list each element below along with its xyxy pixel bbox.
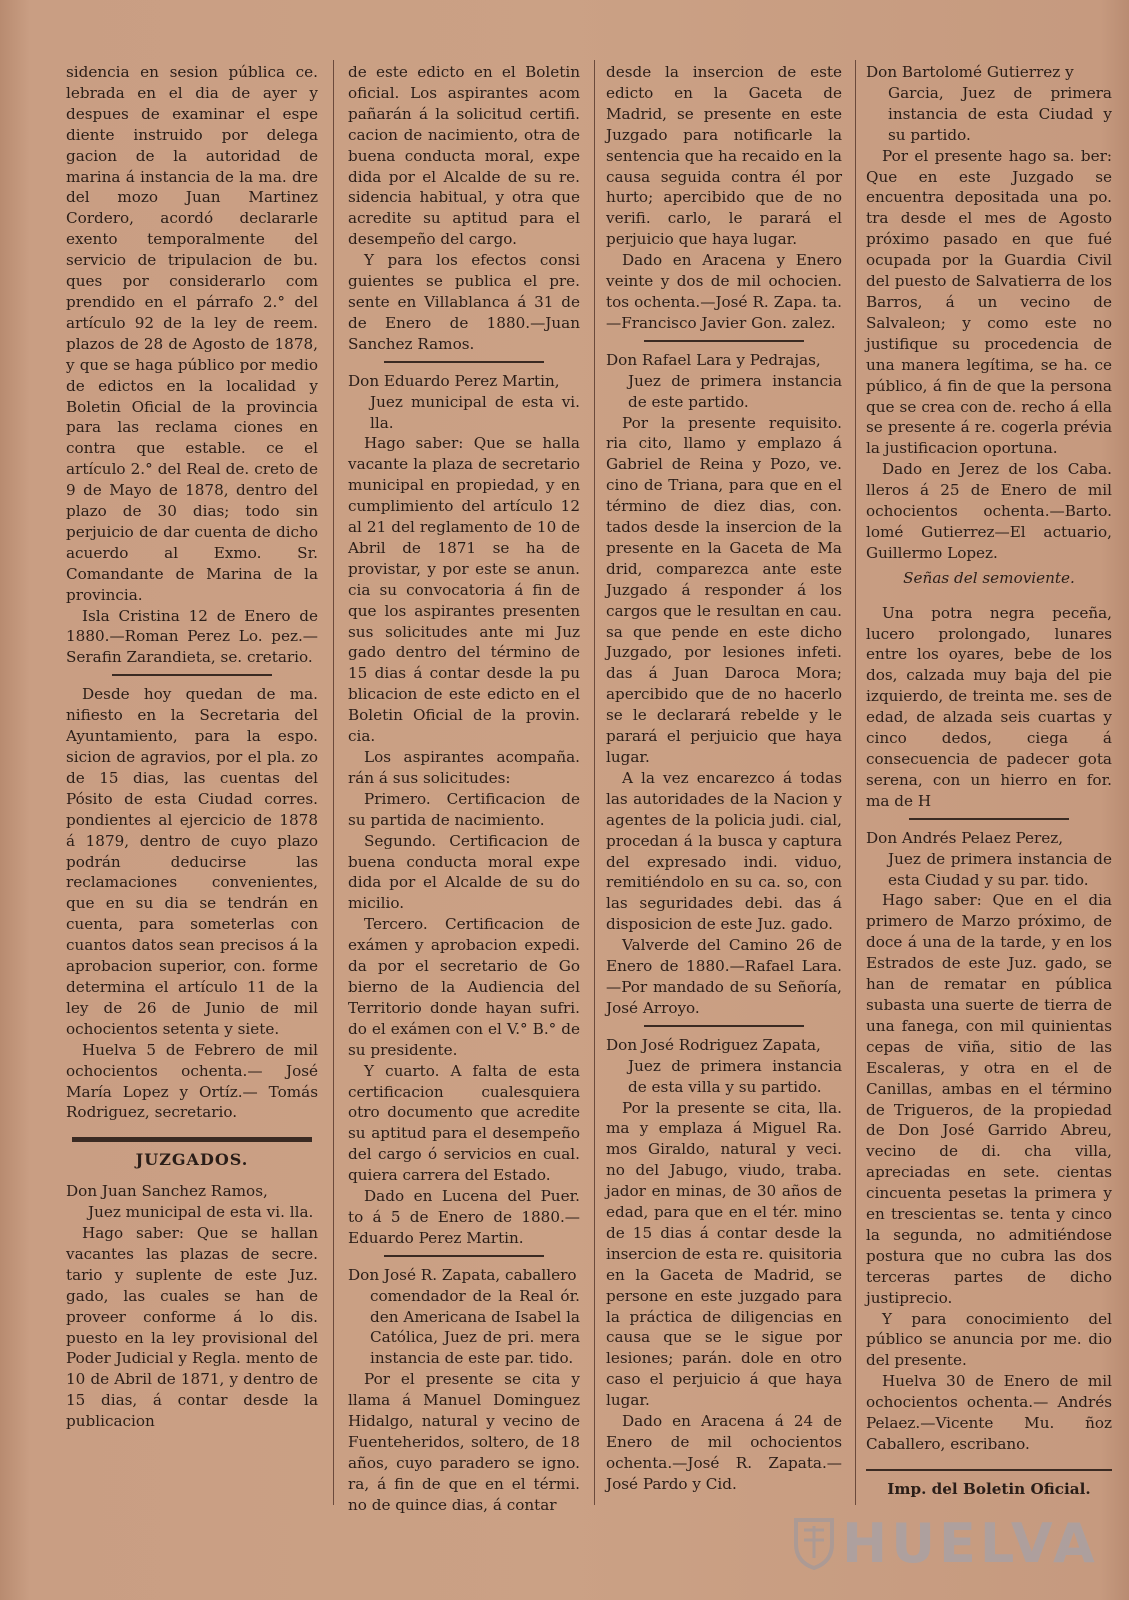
paragraph: Por la presente requisito. ria cito, llamo y emplazo á Gabriel de Reina y Pozo, ve. cino de Triana, para que en el término de diez dias, con. tados desde la insercion de la presente en la Gaceta de Ma drid, comparezca ante este Juzgado á responder á los cargos que le resultan en cau. sa que pende en este dicho Juzgado, por lesiones infeti. das á Juan Daroca Mora; apercibido que de no hacerlo se le declarará rebelde y le parará el perjuicio que haya lugar. (606, 413, 842, 766)
separator-rule (72, 1137, 312, 1142)
column-4 (866, 62, 1112, 1500)
paragraph: Don José R. Zapata, caballero (348, 1265, 577, 1284)
paragraph: Juez de primera instancia de esta villa y su partido. (628, 1056, 842, 1096)
paragraph: sidencia en sesion pública ce. lebrada en el dia de ayer y despues de examinar el espe diente instruido por delega gacion de la autoridad de marina á instancia de la ma. dre del mozo Juan Martinez Cordero, acordó declararle exento temporalmente del servicio de tripulacion de bu. ques por considerarlo com prendido en el párrafo 2.° del artículo 92 de la ley de reem. plazos de 28 de Agosto de 1878, y que se haga público por medio de edictos en la localidad y Boletin Oficial de la provincia para las reclama ciones en contra que estable. ce el artículo 2.° del Real de. creto de 9 de Mayo de 1878, dentro del plazo de 30 dias; todo sin perjuicio de dar cuenta de dicho acuerdo al Exmo. Sr. Comandante de Marina de la provincia. (66, 63, 318, 604)
paragraph: Don Andrés Pelaez Perez, (866, 828, 1064, 847)
paragraph: Juez municipal de esta vi. lla. (88, 1203, 314, 1222)
paragraph: Hago saber: Que en el dia primero de Marzo próximo, de doce á una de la tarde, y en los Estrados de este Juz. gado, se han de rematar en pública subasta una suerte de tierra de una fanega, con mil quinientas cepas de viña, sitio de las Escaleras, y otra en el de Canillas, ambas en el término de Trigueros, de la propiedad de Don José Garrido Abreu, vecino de di. cha villa, apreciadas en sete. cientas cincuenta pesetas la primera y en trescientas se. tenta y cinco la segunda, no admitiéndose postura que no cubra las dos terceras partes de dicho justiprecio. (866, 891, 1112, 1307)
paragraph: Primero. Certificacion de su partida de nacimiento. (348, 789, 580, 829)
paragraph: Dado en Aracena y Enero veinte y dos de mil ochocien. tos ochenta.—José R. Zapa. ta.—Francisco Javier Gon. zalez. (606, 251, 842, 332)
paragraph: Desde hoy quedan de ma. nifiesto en la Secretaria del Ayuntamiento, para la espo. sicion de agravios, por el pla. zo de 15 dias, las cuentas del Pósito de esta Ciudad corres. pondientes al ejercicio de 1878 á 1879, dentro de cuyo plazo podrán deducirse las reclamaciones convenientes, que en su dia se tendrán en cuenta, para someterlas con cuantos datos sean precisos á la aprobacion superior, con. forme determina el artículo 11 de la ley de 26 de Junio de mil ochocientos setenta y siete. (66, 685, 318, 1038)
paragraph: Valverde del Camino 26 de Enero de 1880.—Rafael Lara.—Por mandado de su Señoría, José Arroyo. (606, 936, 842, 1017)
paragraph: Juez de primera instancia de este partido. (628, 371, 842, 411)
column-2 (348, 62, 580, 1516)
separator-rule (384, 1255, 544, 1257)
paragraph: Garcia, Juez de primera instancia de esta Ciudad y su partido. (888, 83, 1112, 144)
paragraph: Dado en Aracena á 24 de Enero de mil ochocientos ochenta.—José R. Zapata.— José Pardo y Cid. (606, 1412, 842, 1493)
paragraph: Por el presente hago sa. ber: Que en este Juzgado se encuentra depositada una po. tra desde el mes de Agosto próximo pasado en que fué ocupada por la Guardia Civil del puesto de Salvatierra de los Barros, á un vecino de Salvaleon; y como este no justifique su procedencia de una manera legítima, se ha. ce público, á fin de que la persona que se crea con de. recho á ella se presente á re. cogerla prévia la justificacion oportuna. (866, 146, 1112, 458)
column-rule (594, 60, 595, 1505)
paragraph: Segundo. Certificacion de buena conducta moral expe dida por el Alcalde de su do micilio. (348, 831, 580, 913)
paragraph: Don Rafael Lara y Pedrajas, (606, 350, 821, 369)
paragraph: Dado en Lucena del Puer. to á 5 de Enero de 1880.— Eduardo Perez Martin. (348, 1187, 580, 1247)
column-rule (855, 60, 856, 1505)
paragraph: A la vez encarezco á todas las autoridades de la Nacion y agentes de la policia judi. cial, procedan á la busca y captura del expresado indi. viduo, remitiéndolo en su ca. so, con las seguridades debi. das á disposicion de este Juz. gado. (606, 768, 842, 934)
paragraph: Dado en Jerez de los Caba. lleros á 25 de Enero de mil ochocientos ochenta.—Barto. lomé Gutierrez—El actuario, Guillermo Lopez. (866, 460, 1112, 562)
paragraph: Huelva 30 de Enero de mil ochocientos ochenta.— Andrés Pelaez.—Vicente Mu. ñoz Caballero, escribano. (866, 1372, 1112, 1453)
separator-rule (112, 674, 272, 676)
paragraph: Don Eduardo Perez Martin, (348, 371, 560, 390)
coat-of-arms-watermark-icon (792, 1514, 836, 1570)
separator-rule (644, 1025, 804, 1027)
separator-rule (644, 340, 804, 342)
column-rule (333, 60, 334, 1505)
paragraph: Don Bartolomé Gutierrez y (866, 63, 1074, 81)
paragraph: Isla Cristina 12 de Enero de 1880.—Roman Perez Lo. pez.—Serafin Zarandieta, se. cretario. (66, 606, 318, 667)
watermark-text: HUELVA (842, 1512, 1099, 1575)
paragraph: Y cuarto. A falta de esta certificacion cualesquiera otro documento que acredite su aptitud para el desempeño del cargo ó servicios en cual. quiera carrera del Estado. (348, 1061, 580, 1185)
paragraph: Don José Rodriguez Zapata, (606, 1035, 821, 1054)
subheading: Señas del semoviente. (903, 568, 1075, 587)
paragraph: desde la insercion de este edicto en la Gaceta de Madrid, se presente en este Juzgado para notificarle la sentencia que ha recaido en la causa seguida contra él por hurto; apercibido que de no verifi. carlo, le parará el perjuicio que haya lugar. (606, 63, 842, 249)
paragraph: Huelva 5 de Febrero de mil ochocientos ochenta.— José María Lopez y Ortíz.— Tomás Rodriguez, secretario. (66, 1040, 318, 1122)
paragraph: comendador de la Real ór. den Americana de Isabel la Católica, Juez de pri. mera instancia de este par. tido. (370, 1286, 580, 1368)
paragraph: Tercero. Certificacion de exámen y aprobacion expedi. da por el secretario de Go bierno de la Audiencia del Territorio donde hayan sufri. do el exámen con el V.° B.° de su presidente. (348, 915, 580, 1059)
paragraph: Don Juan Sanchez Ramos, (66, 1182, 268, 1201)
paragraph: Una potra negra peceña, lucero prolongado, lunares entre los oyares, bebe de los dos, calzada muy baja del pie izquierdo, de treinta me. ses de edad, de alzada seis cuartas y cinco dedos, ciega á consecuencia de padecer gota serena, con un hierro en for. ma de H (866, 603, 1112, 810)
paragraph: Hago saber: Que se halla vacante la plaza de secretario municipal en propiedad, y en cumplimiento del artículo 12 al 21 del reglamento de 10 de Abril de 1871 se ha de provistar, y por este se anun. cia su convocatoria á fin de que los aspirantes presenten sus solicitudes ante mi Juz gado dentro del término de 15 dias á contar desde la pu blicacion de este edicto en el Boletin Oficial de la provin. cia. (348, 434, 580, 746)
column-1 (66, 62, 318, 1432)
paragraph: Y para los efectos consi guientes se publica el pre. sente en Villablanca á 31 de de Enero de 1880.—Juan Sanchez Ramos. (348, 251, 580, 353)
paragraph: Juez municipal de esta vi. lla. (370, 392, 580, 432)
paragraph: de este edicto en el Boletin oficial. Los aspirantes acom pañarán á la solicitud certifi. cacion de nacimiento, otra de buena conducta moral, expe dida por el Alcalde de su re. sidencia habitual, y otra que acredite su aptitud para el desempeño del cargo. (348, 63, 580, 249)
paragraph: Por el presente se cita y llama á Manuel Dominguez Hidalgo, natural y vecino de Fuenteheridos, soltero, de 18 años, cuyo paradero se igno. ra, á fin de que en el térmi. no de quince dias, á contar (348, 1370, 580, 1514)
paragraph: Juez de primera instancia de esta Ciudad y su par. tido. (888, 849, 1112, 889)
separator-rule (909, 818, 1069, 820)
paragraph: Por la presente se cita, lla. ma y emplaza á Miguel Ra. mos Giraldo, natural y veci. no del Jabugo, viudo, traba. jador en minas, de 30 años de edad, para que en el tér. mino de 15 dias á contar desde la insercion de esta re. quisitoria en la Gaceta de Madrid, se persone en este juzgado para la práctica de diligencias en causa que se le sigue por lesiones; parán. dole en otro caso el perjuicio á que haya lugar. (606, 1098, 842, 1410)
separator-rule (384, 361, 544, 363)
imprint-line: Imp. del Boletin Oficial. (866, 1469, 1112, 1500)
column-3 (606, 62, 842, 1495)
paragraph: Hago saber: Que se hallan vacantes las plazas de secre. tario y suplente de este Juz. gado, las cuales se han de proveer conforme á lo dis. puesto en la ley provisional del Poder Judicial y Regla. mento de 10 de Abril de 1871, y dentro de 15 dias, á contar desde la publicacion (66, 1224, 318, 1431)
section-heading: JUZGADOS. (135, 1150, 249, 1170)
paragraph: Y para conocimiento del público se anuncia por me. dio del presente. (866, 1309, 1112, 1370)
paragraph: Los aspirantes acompaña. rán á sus solicitudes: (348, 748, 580, 787)
